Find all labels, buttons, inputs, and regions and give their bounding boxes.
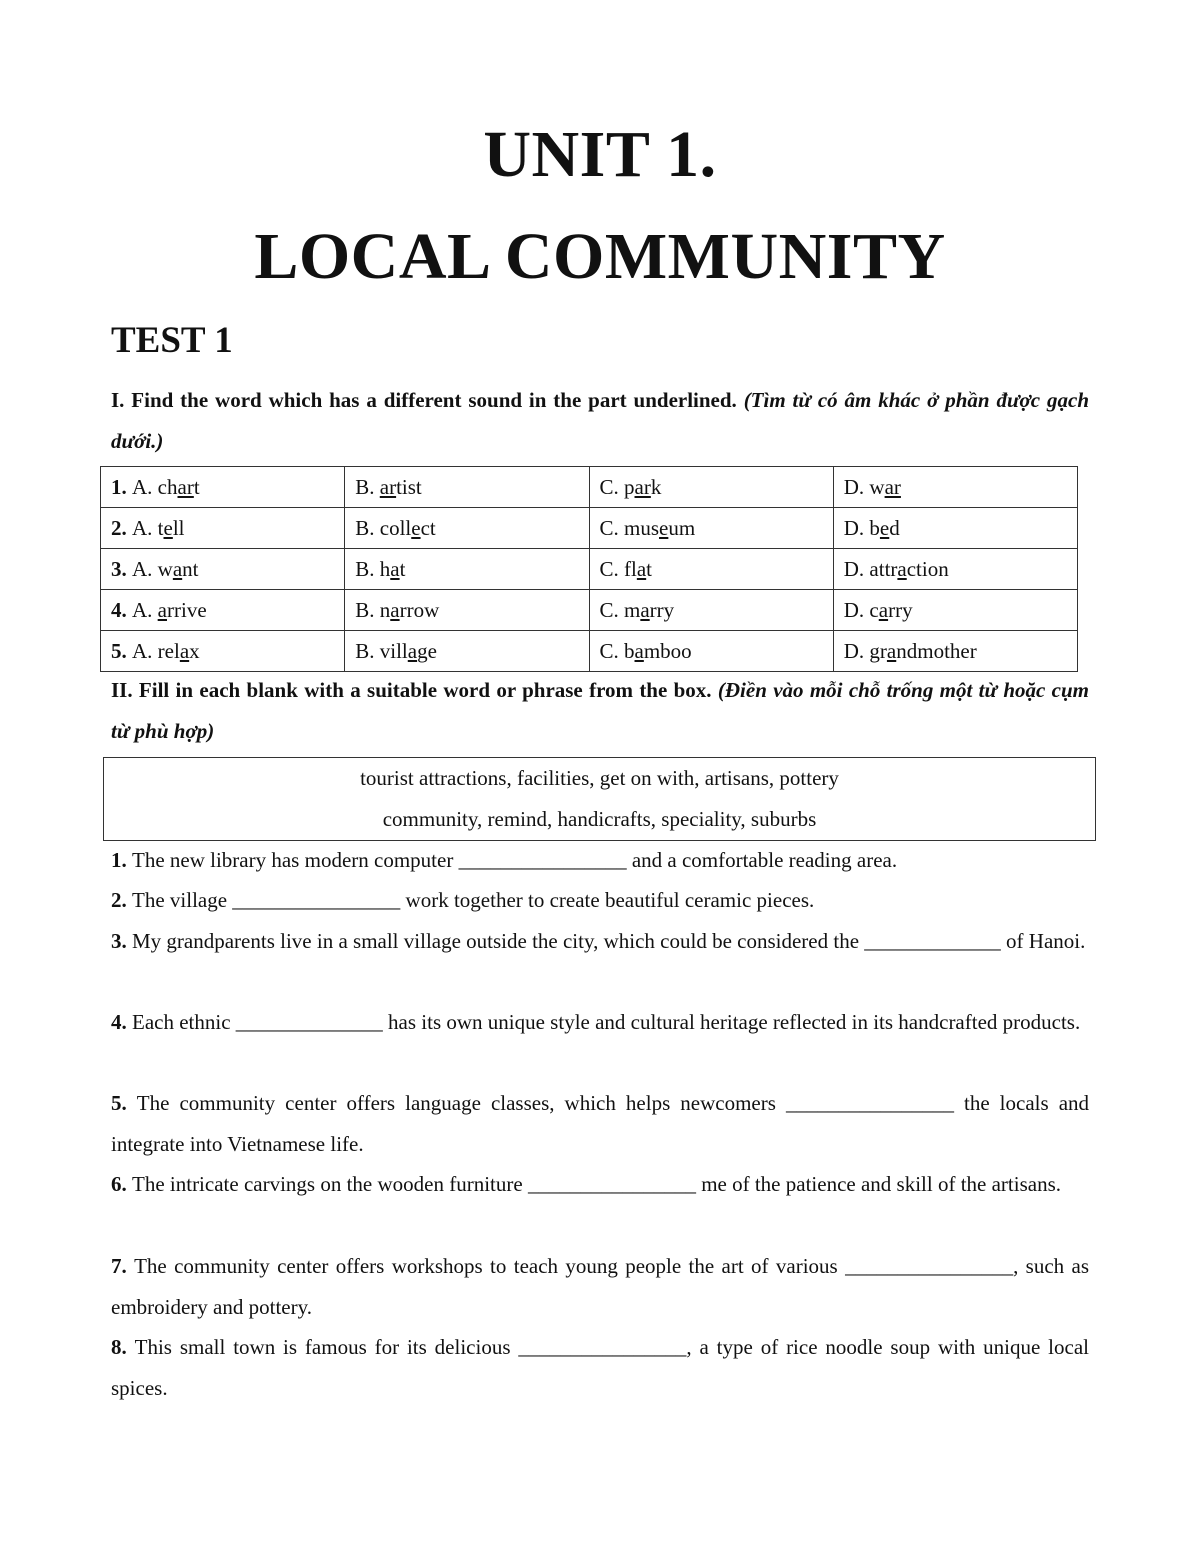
underlined-part: e [879,515,890,540]
table-cell [589,549,833,590]
table-cell [345,467,589,508]
table-cell [101,508,345,549]
answer-blank[interactable]: ________________ [458,848,627,872]
word-part: d [889,515,900,540]
section1-instruction-vi: (Tìm từ có âm khác ở phần được gạch dưới.) [111,388,1089,453]
underlined-part: a [878,597,889,622]
word-part: um [668,515,696,540]
word-part: ge [417,638,437,663]
section1-instruction-en: I. Find the word which has a different sound in the part underlined. [111,388,737,412]
table-row [101,467,1078,508]
table-cell [101,549,345,590]
answer-blank[interactable]: ________________ [518,1335,687,1359]
question-item [111,1164,1089,1205]
question-text: of Hanoi. [1000,929,1086,953]
word-part: ndmother [896,638,977,663]
word-box [103,757,1096,841]
question-number: 5. [111,1091,137,1115]
answer-blank[interactable]: ______________ [235,1010,383,1034]
word-part: A. t [132,515,164,540]
table-row [101,549,1078,590]
underlined-part: a [897,556,907,581]
word-part: rrow [399,597,440,622]
table-cell [589,508,833,549]
word-part: D. b [843,515,880,540]
word-part: rrive [167,597,207,622]
table-cell [345,631,589,672]
table-cell [345,549,589,590]
table-cell [833,467,1077,508]
word-part: nt [182,556,199,581]
word-part: B. vill [355,638,408,663]
underlined-part: a [407,638,418,663]
question-number: 6. [111,1172,132,1196]
word-part: t [193,474,200,499]
word-part: rry [649,597,675,622]
question-text: the locals and integrate into Vietnamese life. [111,1091,1090,1156]
question-number: 1. [111,474,132,499]
word-part: ct [420,515,436,540]
question-number: 4. [111,597,132,622]
word-part: C. b [599,638,635,663]
table-cell [101,467,345,508]
question-number: 8. [111,1335,135,1359]
question-text: The village [132,888,233,912]
word-part: A. rel [132,638,180,663]
table-cell [589,631,833,672]
question-text: , a type of rice noodle soup with unique local spices. [111,1335,1089,1400]
table-cell [833,590,1077,631]
table-row [101,631,1078,672]
underlined-part: ar [379,474,397,499]
question-text: The new library has modern computer [132,848,459,872]
word-part: mboo [643,638,692,663]
word-part: D. w [843,474,885,499]
word-box-line-1: tourist attractions, facilities, get on with, artisans, pottery [360,766,839,790]
word-part: C. m [599,597,641,622]
underlined-part: ar [634,474,651,499]
question-text: has its own unique style and cultural heritage reflected in its handcrafted products. [382,1010,1081,1034]
question-item [111,840,1089,881]
underlined-part: a [179,638,190,663]
underlined-part: a [634,638,644,663]
underlined-part: a [886,638,897,663]
question-text: The community center offers workshops to teach young people the art of various [134,1254,846,1278]
question-text: Each ethnic [132,1010,236,1034]
question-number: 1. [111,848,132,872]
table-cell [833,631,1077,672]
word-box-line-2: community, remind, handicrafts, speciality, suburbs [382,807,817,831]
question-text: me of the patience and skill of the artisans. [695,1172,1062,1196]
underlined-part: a [172,556,183,581]
unit-subtitle: LOCAL COMMUNITY [254,220,946,293]
question-number: 5. [111,638,132,663]
question-item [111,1327,1089,1409]
table-cell [833,508,1077,549]
section2-instruction-en: II. Fill in each blank with a suitable word or phrase from the box. [111,678,712,702]
underlined-part: e [163,515,173,540]
section2-instruction [111,670,1089,752]
question-number: 3. [111,556,132,581]
table-cell [101,631,345,672]
question-text: work together to create beautiful ceramic pieces. [400,888,815,912]
question-text: , such as embroidery and pottery. [111,1254,1089,1319]
word-part: B. h [355,556,391,581]
table-cell [589,590,833,631]
underlined-part: a [390,556,400,581]
question-number: 2. [111,888,132,912]
word-part: D. gr [843,638,887,663]
word-part: C. fl [599,556,637,581]
answer-blank[interactable]: ________________ [845,1254,1014,1278]
underlined-part: ar [884,474,901,499]
underlined-part: e [659,515,669,540]
word-part: B. coll [355,515,412,540]
question-item [111,880,1089,921]
question-item [111,1246,1089,1328]
word-part: k [650,474,662,499]
table-row [101,508,1078,549]
word-part: A. w [132,556,173,581]
word-part: B. n [355,597,391,622]
answer-blank[interactable]: ________________ [232,888,401,912]
question-text: My grandparents live in a small village outside the city, which could be considered the [132,929,865,953]
question-item [111,921,1089,962]
underlined-part: a [390,597,400,622]
underlined-part: e [411,515,421,540]
question-number: 4. [111,1010,132,1034]
underlined-part: a [157,597,167,622]
table-row [101,590,1078,631]
word-part: A. [132,597,158,622]
table-cell [589,467,833,508]
word-part: C. mus [599,515,660,540]
table-cell [833,549,1077,590]
question-number: 2. [111,515,132,540]
question-number: 3. [111,929,132,953]
word-part: C. p [599,474,635,499]
word-part: tist [396,474,422,499]
unit-title: UNIT 1. [483,118,717,191]
table-cell [345,590,589,631]
word-part: D. c [843,597,879,622]
word-part: x [189,638,200,663]
answer-blank[interactable]: ________________ [785,1091,954,1115]
section1-instruction [111,380,1089,462]
question-text: The community center offers language classes, which helps newcomers [136,1091,786,1115]
word-part: t [399,556,406,581]
underlined-part: a [640,597,650,622]
answer-blank[interactable]: _____________ [864,929,1001,953]
word-part: A. ch [132,474,178,499]
underlined-part: a [636,556,647,581]
answer-blank[interactable]: ________________ [527,1172,696,1196]
question-item [111,1083,1089,1165]
word-part: D. attr [843,556,898,581]
word-part: ll [172,515,185,540]
question-text: The intricate carvings on the wooden furniture [132,1172,528,1196]
question-text: and a comfortable reading area. [626,848,898,872]
word-part: t [646,556,653,581]
test-heading: TEST 1 [111,320,233,361]
word-part: B. [355,474,380,499]
underlined-part: ar [177,474,194,499]
question-number: 7. [111,1254,135,1278]
question-item [111,1002,1089,1043]
word-part: ction [906,556,949,581]
question-text: This small town is famous for its delicious [134,1335,519,1359]
section2-instruction-vi: (Điền vào mỗi chỗ trống một từ hoặc cụm từ phù hợp) [111,678,1090,743]
pronunciation-table [100,466,1078,672]
word-part: rry [888,597,913,622]
table-cell [101,590,345,631]
table-cell [345,508,589,549]
